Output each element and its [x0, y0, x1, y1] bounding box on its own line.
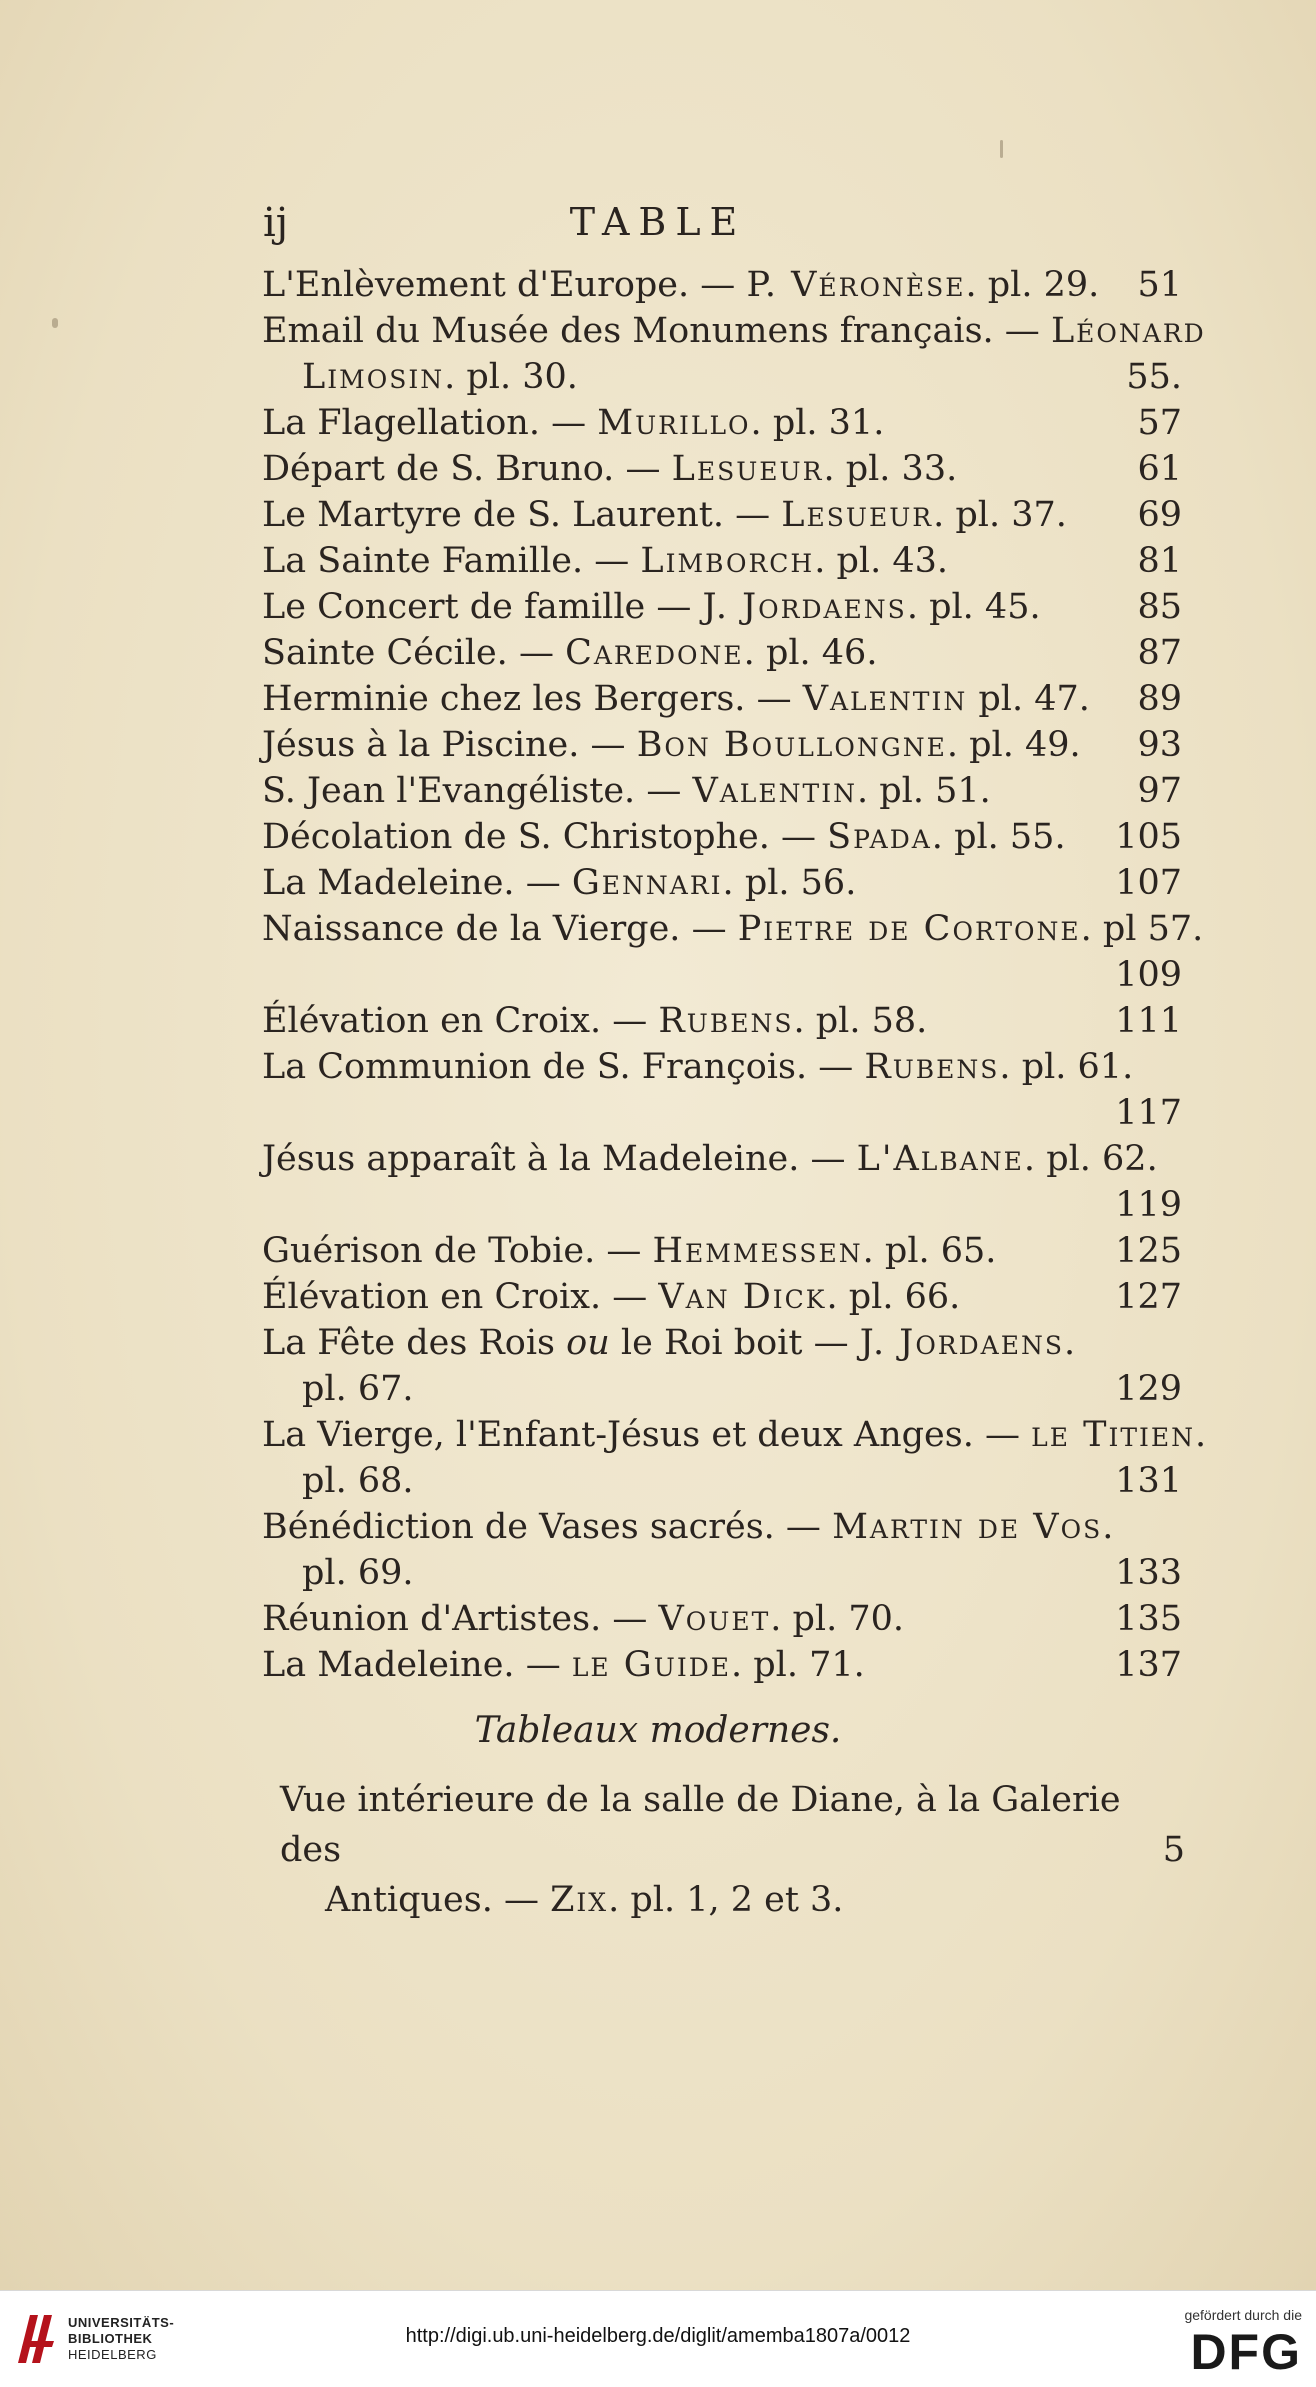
entry-dash: — [691, 909, 727, 949]
entry-artist: Limborch [640, 541, 815, 581]
entry-artist: Lesueur [781, 495, 934, 535]
entry-title: Le Concert de famille [262, 587, 646, 627]
entry-page: 5 [1162, 1830, 1185, 1870]
entry-title: Élévation en Croix. [262, 1001, 602, 1041]
toc-entry: Élévation en Croix. — Van Dick. pl. 66. 127 [262, 1274, 1182, 1320]
entry-dash: — [518, 633, 554, 673]
entry-title: Bénédiction de Vases sacrés. [262, 1507, 775, 1547]
entry-dash: — [984, 1415, 1020, 1455]
toc-entry: La Madeleine. — le Guide. pl. 71. 137 [262, 1642, 1182, 1688]
entry-title: Herminie chez les Bergers. [262, 679, 746, 719]
entry-dash: — [590, 725, 626, 765]
dfg-logo[interactable]: DFG [1190, 2324, 1302, 2380]
entry-artist-continued: Limosin [302, 357, 445, 397]
entry-dash: — [646, 771, 682, 811]
entry-page: 105 [1115, 817, 1182, 857]
entry-plate: pl. 68. [302, 1461, 414, 1501]
entry-artist: Gennari [571, 863, 723, 903]
entry-plate: pl. 58. [815, 1001, 928, 1041]
toc-entry: La Madeleine. — Gennari. pl. 56. 107 [262, 860, 1182, 906]
entry-plate: pl. 51. [879, 771, 991, 811]
entry-artist: Valentin [802, 679, 968, 719]
entry-artist: Pietre de Cortone [737, 909, 1081, 949]
entry-plate: pl. 66. [848, 1277, 961, 1317]
entry-plate: pl. 46. [765, 633, 878, 673]
entry-page: 137 [1115, 1645, 1182, 1685]
permalink-url[interactable]: http://digi.ub.uni-heidelberg.de/diglit/amemba1807a/0012 [405, 2325, 911, 2347]
entry-plate: pl. 70. [792, 1599, 905, 1639]
entry-page: 109 [1115, 955, 1182, 995]
entry-dash: — [612, 1001, 648, 1041]
entry-page: 87 [1137, 633, 1182, 673]
entry-plate: pl. 33. [845, 449, 958, 489]
entry-plate: pl. 30. [466, 357, 578, 397]
entry-dash: — [606, 1231, 642, 1271]
entry-page: 57 [1137, 403, 1182, 443]
entry-dash: — [625, 449, 661, 489]
entry-page: 51 [1137, 265, 1182, 305]
entry-title: La Madeleine. [262, 863, 515, 903]
table-of-contents [262, 262, 1209, 1688]
entry-title: La Sainte Famille. [262, 541, 584, 581]
entry-artist: Rubens [864, 1047, 1000, 1087]
entry-page: 131 [1115, 1461, 1182, 1501]
entry-artist: Bon Boullongne [636, 725, 947, 765]
toc-entry: Décolation de S. Christophe. — Spada. pl. 55. 105 [262, 814, 1182, 860]
entry-dash: — [785, 1507, 821, 1547]
toc-entry [262, 1320, 1182, 1412]
entry-plate: pl. 71. [753, 1645, 865, 1685]
entry-artist: Lesueur [671, 449, 824, 489]
entry-artist: Murillo [597, 403, 751, 443]
toc-entry: Le Martyre de S. Laurent. — Lesueur. pl. 37. 69 [262, 492, 1182, 538]
entry-page: 61 [1137, 449, 1182, 489]
toc-entry: La Sainte Famille. — Limborch. pl. 43. 81 [262, 538, 1182, 584]
toc-entry: Départ de S. Bruno. — Lesueur. pl. 33. 61 [262, 446, 1182, 492]
running-head: TABLE [569, 200, 747, 244]
entry-artist: Léonard [1050, 311, 1206, 351]
entry-dash: — [612, 1599, 648, 1639]
entry-continuation [302, 1366, 414, 1412]
entry-title: La Flagellation. [262, 403, 540, 443]
entry-page: 133 [1115, 1553, 1182, 1593]
entry-plate: pl 57. [1102, 909, 1204, 949]
entry-continuation [302, 1550, 414, 1596]
toc-entry: Sainte Cécile. — Caredone. pl. 46. 87 [262, 630, 1182, 676]
entry-page: 117 [1115, 1093, 1182, 1133]
toc-entry: Naissance de la Vierge. — Pietre de Cortone. pl 57. 109 [262, 906, 1182, 998]
entry-plate: pl. 1, 2 et 3. [630, 1880, 844, 1920]
entry-title: Email du Musée des Monumens français. [262, 311, 994, 351]
entry-page: 93 [1137, 725, 1182, 765]
entry-dash: — [656, 587, 692, 627]
entry-artist: Caredone [565, 633, 744, 673]
entry-dash: — [810, 1139, 846, 1179]
entry-title: La Madeleine. [262, 1645, 515, 1685]
paper-blemish [1000, 140, 1003, 158]
entry-page: 89 [1137, 679, 1182, 719]
toc-entry: Le Concert de famille — J. Jordaens. pl. 45. 85 [262, 584, 1182, 630]
entry-dash: — [700, 265, 736, 305]
entry-plate: pl. 31. [772, 403, 885, 443]
entry-artist: Spada [827, 817, 932, 857]
entry-plate: pl. 67. [302, 1369, 414, 1409]
entry-plate: pl. 43. [836, 541, 948, 581]
entry-artist: J. Jordaens. [859, 1323, 1078, 1363]
entry-plate: pl. 49. [969, 725, 1081, 765]
entry-artist: Rubens [658, 1001, 794, 1041]
entry-artist: le Titien. [1031, 1415, 1209, 1455]
entry-dash: — [756, 679, 792, 719]
entry-dash: — [735, 495, 771, 535]
entry-plate: pl. 61. [1021, 1047, 1134, 1087]
toc-entry: S. Jean l'Evangéliste. — Valentin. pl. 51. 97 [262, 768, 1182, 814]
toc-entry [262, 676, 1182, 722]
entry-continuation [302, 1458, 414, 1504]
entry-page: 81 [1137, 541, 1182, 581]
modern-entry-line1: Vue intérieure de la salle de Diane, à la Galerie des [280, 1780, 1121, 1870]
toc-entry [262, 1412, 1209, 1504]
entry-plate: pl. 69. [302, 1553, 414, 1593]
entry-dash: — [612, 1277, 648, 1317]
entry-title: Décolation de S. Christophe. [262, 817, 770, 857]
entry-plate: pl. 37. [955, 495, 1067, 535]
toc-entry: Jésus apparaît à la Madeleine. — L'Albane. pl. 62. 119 [262, 1136, 1182, 1228]
entry-page: 129 [1115, 1369, 1182, 1409]
entry-title: Jésus apparaît à la Madeleine. [262, 1139, 800, 1179]
toc-entry: Jésus à la Piscine. — Bon Boullongne. pl. 49. 93 [262, 722, 1182, 768]
entry-title: Guérison de Tobie. [262, 1231, 596, 1271]
entry-page: 111 [1115, 1001, 1182, 1041]
logo-text-line: UNIVERSITÄTS- [68, 2315, 175, 2330]
toc-entry: L'Enlèvement d'Europe. — P. Véronèse. pl. 29. 51 [262, 262, 1182, 308]
entry-artist: Vouet [658, 1599, 771, 1639]
entry-page: 127 [1115, 1277, 1182, 1317]
entry-artist: Valentin [692, 771, 857, 811]
toc-entry: La Communion de S. François. — Rubens. pl. 61. 117 [262, 1044, 1182, 1136]
logo-text-line: BIBLIOTHEK [68, 2331, 153, 2346]
entry-title: Sainte Cécile. [262, 633, 508, 673]
toc-entry: La Flagellation. — Murillo. pl. 31. 57 [262, 400, 1182, 446]
entry-plate: pl. 47. [978, 679, 1090, 719]
entry-artist: le Guide [571, 1645, 732, 1685]
entry-title-alt: le Roi boit [620, 1323, 803, 1363]
entry-artist: Van Dick [658, 1277, 827, 1317]
viewer-footer [0, 2290, 1316, 2387]
folio: ij [263, 200, 289, 246]
entry-plate: pl. 62. [1046, 1139, 1158, 1179]
toc-entry [262, 308, 1206, 400]
entry-title: Naissance de la Vierge. [262, 909, 681, 949]
entry-dash: — [594, 541, 630, 581]
entry-page: 69 [1137, 495, 1182, 535]
entry-dash: — [818, 1047, 854, 1087]
modern-entry [280, 1775, 1185, 1925]
entry-title: Élévation en Croix. [262, 1277, 602, 1317]
entry-artist: J. Jordaens [702, 587, 907, 627]
modern-entry-line2: Antiques. — Zix. pl. 1, 2 et 3. [325, 1880, 844, 1920]
paper-blemish [52, 318, 58, 328]
entry-page: 125 [1115, 1231, 1182, 1271]
entry-artist: Martin de Vos. [832, 1507, 1116, 1547]
entry-plate: pl. 56. [744, 863, 857, 903]
toc-entry: Élévation en Croix. — Rubens. pl. 58. 111 [262, 998, 1182, 1044]
entry-plate: pl. 55. [954, 817, 1066, 857]
entry-title: Antiques. [325, 1880, 493, 1920]
entry-title: Réunion d'Artistes. [262, 1599, 602, 1639]
entry-page: 119 [1115, 1185, 1182, 1225]
entry-artist: Zix [550, 1880, 609, 1920]
logo-text-line: HEIDELBERG [68, 2347, 157, 2362]
entry-page: 107 [1115, 863, 1182, 903]
entry-title: L'Enlèvement d'Europe. [262, 265, 690, 305]
entry-artist: Hemmessen [652, 1231, 863, 1271]
entry-dash: — [525, 1645, 561, 1685]
entry-page: 85 [1137, 587, 1182, 627]
entry-page: 55. [1126, 357, 1182, 397]
entry-plate: pl. 45. [929, 587, 1041, 627]
entry-dash: — [1004, 311, 1040, 351]
section-heading: Tableaux modernes. [474, 1710, 842, 1751]
entry-title: Jésus à la Piscine. [262, 725, 580, 765]
entry-title: La Communion de S. François. [262, 1047, 808, 1087]
entry-continuation: Limosin. pl. 30. [302, 357, 578, 397]
entry-title: Départ de S. Bruno. [262, 449, 615, 489]
toc-entry: Guérison de Tobie. — Hemmessen. pl. 65. 125 [262, 1228, 1182, 1274]
entry-page: 97 [1137, 771, 1182, 811]
entry-dash: — [551, 403, 587, 443]
entry-dash: — [813, 1323, 849, 1363]
entry-title: S. Jean l'Evangéliste. [262, 771, 636, 811]
toc-entry: Réunion d'Artistes. — Vouet. pl. 70. 135 [262, 1596, 1182, 1642]
entry-title: La Fête des Rois [262, 1323, 556, 1363]
toc-entry [262, 1504, 1182, 1596]
entry-artist: L'Albane [856, 1139, 1024, 1179]
entry-page: 135 [1115, 1599, 1182, 1639]
entry-artist: P. Véronèse [746, 265, 966, 305]
entry-plate: pl. 29. [987, 265, 1100, 305]
entry-dash: — [503, 1880, 539, 1920]
entry-title: Le Martyre de S. Laurent. [262, 495, 724, 535]
entry-title-conjunction: ou [566, 1323, 610, 1363]
entry-plate: pl. 65. [884, 1231, 997, 1271]
entry-dash: — [781, 817, 816, 857]
funder-caption: gefördert durch die [1184, 2307, 1302, 2323]
entry-dash: — [525, 863, 561, 903]
entry-title: La Vierge, l'Enfant-Jésus et deux Anges. [262, 1415, 974, 1455]
